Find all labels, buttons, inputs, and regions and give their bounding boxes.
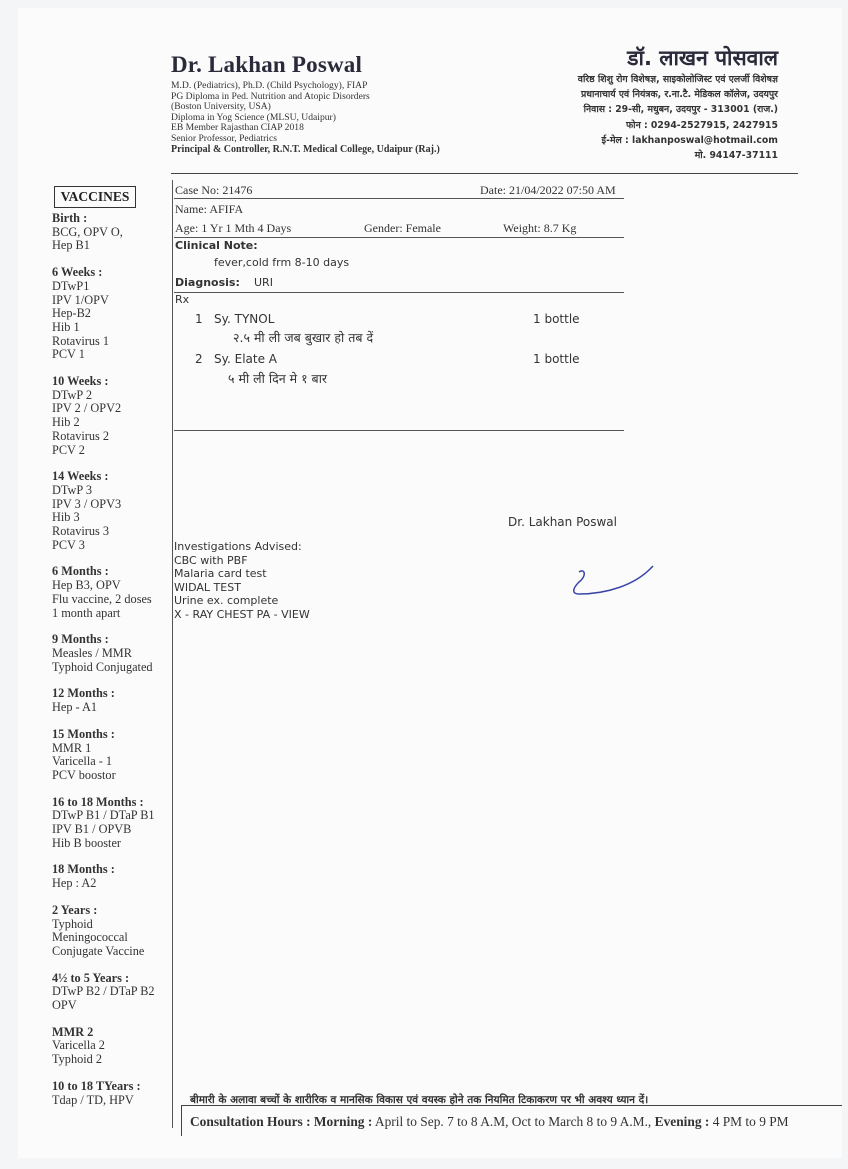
- vaccine-item: Hib B booster: [52, 835, 121, 850]
- vaccine-item: DTwP1: [52, 278, 90, 293]
- consultation-hours: [190, 1114, 789, 1130]
- vaccine-item: MMR 1: [52, 740, 92, 755]
- vaccine-group: [52, 796, 177, 851]
- rx-label: Rx: [175, 293, 190, 306]
- position-line: Principal & Controller, R.N.T. Medical College, Udaipur (Raj.): [171, 143, 440, 155]
- vaccine-group-heading: 2 Years :: [52, 902, 98, 917]
- vaccine-group-heading: 16 to 18 Months :: [52, 794, 144, 809]
- hindi-line: प्रधानाचार्य एवं नियंत्रक, र.ना.टै. मेडिकल कॉलेज, उदयपुर: [580, 89, 778, 101]
- investigation-item: Malaria card test: [174, 567, 267, 580]
- rx-item-quantity: 1 bottle: [533, 312, 580, 326]
- rx-item-number: 2: [195, 352, 203, 366]
- vaccine-item: 1 month apart: [52, 605, 121, 620]
- clinical-note-label: Clinical Note:: [175, 239, 258, 252]
- vaccine-group: [52, 972, 177, 1013]
- vaccine-item: DTwP 3: [52, 482, 93, 497]
- hindi-doctor-name: डॉ. लाखन पोसवाल: [627, 46, 778, 70]
- vaccine-group: [52, 728, 177, 783]
- vaccine-item: IPV 3 / OPV3: [52, 496, 122, 511]
- vaccine-item: Hep : A2: [52, 876, 97, 891]
- vaccine-schedule: [52, 212, 177, 1120]
- vaccine-item: PCV 1: [52, 347, 85, 362]
- vaccine-item: PCV 3: [52, 537, 85, 552]
- vaccine-group-heading: 10 to 18 TYears :: [52, 1078, 141, 1093]
- vaccine-item: OPV: [52, 998, 77, 1013]
- vaccine-group: [52, 633, 177, 674]
- vaccine-item: Rotavirus 2: [52, 428, 110, 443]
- qualification-line: Diploma in Yog Science (MLSU, Udaipur): [171, 111, 336, 123]
- vaccine-item: Tdap / TD, HPV: [52, 1092, 134, 1107]
- vaccine-group: [52, 1080, 177, 1107]
- vaccine-item: Hib 2: [52, 415, 80, 430]
- vaccine-group: [52, 375, 177, 457]
- vaccine-group-heading: 12 Months :: [52, 686, 115, 701]
- doctor-name: Dr. Lakhan Poswal: [171, 52, 363, 77]
- vaccine-item: Rotavirus 1: [52, 333, 110, 348]
- vaccine-item: Hep-B2: [52, 306, 91, 321]
- vaccine-item: DTwP B2 / DTaP B2: [52, 984, 155, 999]
- hours-label: Consultation Hours :: [190, 1114, 311, 1129]
- rx-item-drug: Sy. Elate A: [214, 352, 278, 366]
- visit-date: Date: 21/04/2022 07:50 AM: [480, 183, 616, 197]
- rx-item-number: 1: [195, 312, 203, 326]
- hindi-details: [578, 72, 778, 163]
- hindi-line: मो. 94147-37111: [694, 150, 778, 162]
- vaccine-item: DTwP 2: [52, 387, 93, 402]
- vaccine-group-heading: 18 Months :: [52, 862, 115, 877]
- case-number: Case No: 21476: [175, 183, 253, 197]
- vaccine-group: [52, 687, 177, 714]
- vaccine-item: IPV 1/OPV: [52, 292, 109, 307]
- vaccine-item: Hep - A1: [52, 700, 98, 715]
- morning-label: Morning :: [313, 1114, 373, 1129]
- vaccine-item: Hib 3: [52, 510, 80, 525]
- vaccine-group: [52, 904, 177, 959]
- hindi-line: वरिष्ठ शिशु रोग विशेषज्ञ, साइकोलोजिस्ट एवं एलर्जी विशेषज्ञ: [577, 74, 778, 85]
- vaccine-group-heading: 14 Weeks :: [52, 469, 109, 484]
- info-divider: [174, 198, 624, 199]
- rx-divider: [174, 430, 624, 431]
- diagnosis-divider: [174, 292, 624, 293]
- vaccine-group-heading: 6 Weeks :: [52, 265, 103, 280]
- investigation-item: X - RAY CHEST PA - VIEW: [174, 607, 310, 621]
- diagnosis-label: Diagnosis:: [175, 276, 240, 289]
- evening-hours: 4 PM to 9 PM: [712, 1114, 789, 1129]
- vaccine-item: Measles / MMR: [52, 645, 132, 660]
- vaccine-item: PCV boostor: [52, 767, 116, 782]
- vaccine-group-heading: 4½ to 5 Years :: [52, 970, 130, 985]
- qualification-line: M.D. (Pediatrics), Ph.D. (Child Psychology), FIAP: [171, 80, 368, 91]
- vaccine-item: Hib 1: [52, 319, 80, 334]
- investigation-item: CBC with PBF: [174, 553, 248, 567]
- vaccine-group-heading: 9 Months :: [52, 632, 109, 647]
- rx-item-drug: Sy. TYNOL: [214, 312, 275, 326]
- hindi-line: ई-मेल : lakhanposwal@hotmail.com: [601, 134, 778, 146]
- qualification-line: Senior Professor, Pediatrics: [171, 132, 277, 144]
- evening-label: Evening :: [654, 1114, 710, 1129]
- vaccine-group: [52, 266, 177, 362]
- clinical-note: fever,cold frm 8-10 days: [214, 256, 350, 269]
- vaccine-item: Varicella 2: [52, 1038, 105, 1053]
- vaccine-item: IPV B1 / OPVB: [52, 822, 132, 837]
- patient-weight: Weight: 8.7 Kg: [503, 221, 577, 235]
- vaccine-item: Varicella - 1: [52, 754, 113, 769]
- info-divider: [174, 237, 624, 238]
- vaccine-group-heading: 6 Months :: [52, 564, 109, 579]
- qualification-line: EB Member Rajasthan CIAP 2018: [171, 122, 304, 134]
- vaccine-item: Typhoid: [52, 916, 93, 931]
- vaccine-group: [52, 565, 177, 620]
- vaccine-group: [52, 470, 177, 552]
- qualification-line: (Boston University, USA): [171, 101, 271, 113]
- rx-item-quantity: 1 bottle: [533, 352, 580, 366]
- morning-hours: April to Sep. 7 to 8 A.M, Oct to March 8 to 9 A.M.,: [374, 1114, 652, 1129]
- investigation-item: Urine ex. complete: [174, 594, 279, 607]
- hindi-line: फोन : 0294-2527915, 2427915: [626, 119, 778, 131]
- vaccine-group-heading: 10 Weeks :: [52, 374, 109, 389]
- investigations-label: Investigations Advised:: [174, 540, 302, 553]
- vaccine-group-heading: Birth :: [52, 211, 88, 225]
- vaccine-item: BCG, OPV O,: [52, 224, 123, 239]
- patient-age: Age: 1 Yr 1 Mth 4 Days: [175, 221, 292, 235]
- vaccine-item: Rotavirus 3: [52, 524, 110, 539]
- patient-gender: Gender: Female: [364, 221, 441, 235]
- vaccine-item: Flu vaccine, 2 doses: [52, 591, 152, 606]
- vaccine-item: PCV 2: [52, 442, 85, 457]
- investigations: [174, 540, 310, 621]
- vaccine-group: [52, 863, 177, 890]
- vaccine-group-heading: MMR 2: [52, 1024, 94, 1039]
- patient-name: Name: AFIFA: [175, 202, 244, 216]
- column-divider: [172, 180, 173, 1128]
- qualification-line: PG Diploma in Ped. Nutrition and Atopic Disorders: [171, 90, 370, 102]
- investigation-item: WIDAL TEST: [174, 580, 241, 594]
- vaccine-group: [52, 1026, 177, 1067]
- vaccine-item: Hep B1: [52, 238, 90, 253]
- vaccine-item: Hep B3, OPV: [52, 578, 121, 593]
- vaccine-item: Meningococcal: [52, 930, 128, 945]
- rx-item-instruction: २.५ मी ली जब बुखार हो तब दें: [233, 330, 374, 345]
- footer-note: बीमारी के अलावा बच्चों के शारीरिक व मानसिक विकास एवं वयस्क होने तक नियमित टिकाकरण पर भी अवश्य ध्यान दें।: [190, 1094, 649, 1106]
- rx-item-instruction: ५ मी ली दिन मे १ बार: [228, 371, 328, 386]
- vaccine-item: Typhoid Conjugated: [52, 659, 153, 674]
- vaccine-item: IPV 2 / OPV2: [52, 401, 122, 416]
- signature-scribble: [565, 560, 660, 605]
- vaccine-item: Typhoid 2: [52, 1052, 103, 1067]
- vaccine-group: [52, 212, 177, 253]
- header-divider: [171, 173, 798, 174]
- vaccine-item: DTwP B1 / DTaP B1: [52, 808, 155, 823]
- vaccines-title: VACCINES: [54, 186, 136, 208]
- vaccine-item: Conjugate Vaccine: [52, 943, 145, 958]
- signature-name: Dr. Lakhan Poswal: [508, 515, 617, 529]
- vaccine-group-heading: 15 Months :: [52, 726, 115, 741]
- qualifications: [171, 81, 440, 155]
- hindi-line: निवास : 29-सी, मधुबन, उदयपुर - 313001 (राज.): [583, 104, 778, 116]
- diagnosis-value: URI: [254, 276, 273, 289]
